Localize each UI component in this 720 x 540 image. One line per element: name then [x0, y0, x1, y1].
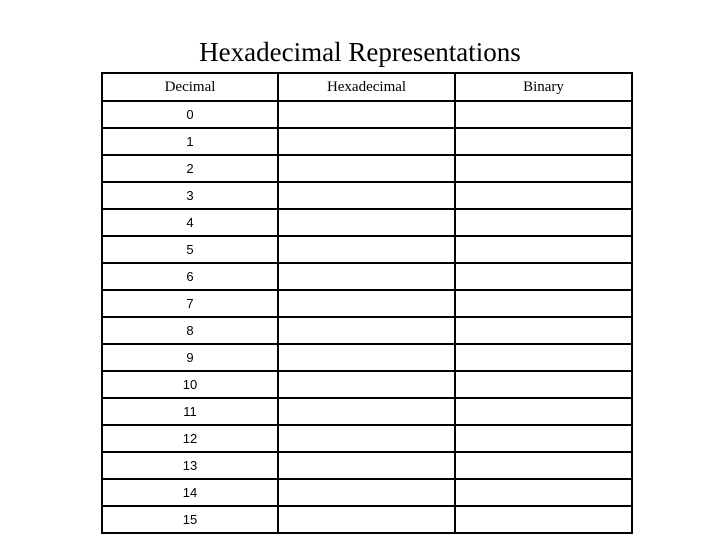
- binary-cell: [455, 182, 632, 209]
- decimal-cell: 8: [102, 317, 278, 344]
- table-row: [102, 263, 632, 290]
- decimal-cell: 4: [102, 209, 278, 236]
- table-row: [102, 290, 632, 317]
- binary-cell: [455, 101, 632, 128]
- decimal-cell: 1: [102, 128, 278, 155]
- table-row: [102, 236, 632, 263]
- table-row: [102, 452, 632, 479]
- binary-cell: [455, 209, 632, 236]
- binary-cell: [455, 506, 632, 533]
- decimal-cell: 9: [102, 344, 278, 371]
- hexadecimal-cell: [278, 182, 455, 209]
- binary-cell: [455, 317, 632, 344]
- decimal-cell: 6: [102, 263, 278, 290]
- hexadecimal-cell: [278, 101, 455, 128]
- hexadecimal-cell: [278, 128, 455, 155]
- binary-cell: [455, 290, 632, 317]
- hexadecimal-cell: [278, 506, 455, 533]
- decimal-cell: 12: [102, 425, 278, 452]
- table-row: [102, 506, 632, 533]
- binary-cell: [455, 128, 632, 155]
- decimal-cell: 15: [102, 506, 278, 533]
- binary-cell: [455, 236, 632, 263]
- table-header-row: [102, 73, 632, 101]
- hexadecimal-cell: [278, 344, 455, 371]
- hexadecimal-cell: [278, 371, 455, 398]
- table-row: [102, 155, 632, 182]
- table-row: [102, 398, 632, 425]
- column-header-hexadecimal: Hexadecimal: [278, 73, 455, 101]
- decimal-cell: 7: [102, 290, 278, 317]
- hexadecimal-cell: [278, 155, 455, 182]
- decimal-cell: 14: [102, 479, 278, 506]
- table-row: [102, 317, 632, 344]
- binary-cell: [455, 452, 632, 479]
- hexadecimal-cell: [278, 398, 455, 425]
- table-row: [102, 209, 632, 236]
- column-header-binary: Binary: [455, 73, 632, 101]
- table-row: [102, 182, 632, 209]
- binary-cell: [455, 398, 632, 425]
- hexadecimal-cell: [278, 263, 455, 290]
- hexadecimal-cell: [278, 209, 455, 236]
- hex-representation-table: [101, 72, 633, 534]
- binary-cell: [455, 371, 632, 398]
- page-title: Hexadecimal Representations: [199, 37, 521, 67]
- column-header-decimal: Decimal: [102, 73, 278, 101]
- decimal-cell: 3: [102, 182, 278, 209]
- binary-cell: [455, 155, 632, 182]
- decimal-cell: 2: [102, 155, 278, 182]
- table-row: [102, 371, 632, 398]
- table-row: [102, 479, 632, 506]
- decimal-cell: 0: [102, 101, 278, 128]
- decimal-cell: 13: [102, 452, 278, 479]
- hexadecimal-cell: [278, 317, 455, 344]
- hexadecimal-cell: [278, 452, 455, 479]
- binary-cell: [455, 479, 632, 506]
- decimal-cell: 5: [102, 236, 278, 263]
- binary-cell: [455, 425, 632, 452]
- hexadecimal-cell: [278, 236, 455, 263]
- binary-cell: [455, 344, 632, 371]
- binary-cell: [455, 263, 632, 290]
- table-row: [102, 425, 632, 452]
- table-row: [102, 128, 632, 155]
- hexadecimal-cell: [278, 425, 455, 452]
- table-row: [102, 101, 632, 128]
- hexadecimal-cell: [278, 290, 455, 317]
- table-row: [102, 344, 632, 371]
- decimal-cell: 10: [102, 371, 278, 398]
- decimal-cell: 11: [102, 398, 278, 425]
- hexadecimal-cell: [278, 479, 455, 506]
